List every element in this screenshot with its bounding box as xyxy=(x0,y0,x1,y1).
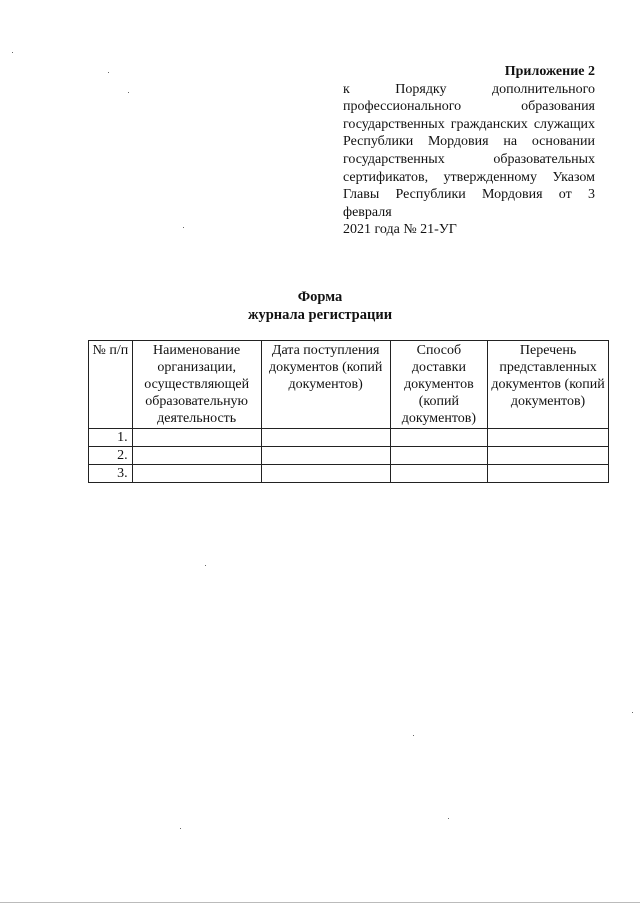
appendix-title: Приложение 2 xyxy=(504,64,595,79)
table-row xyxy=(89,465,609,483)
table-cell xyxy=(390,447,488,465)
table-cell xyxy=(488,429,609,447)
scan-speck xyxy=(12,52,13,53)
appendix-decree-line: 2021 года № 21-УГ xyxy=(343,222,457,238)
header-documents-list: Перечень представленных документов (копий документов) xyxy=(488,341,609,429)
header-organization: Наименование организации, осуществляющей образовательную деятельность xyxy=(132,341,261,429)
scan-speck xyxy=(180,828,181,829)
table-cell xyxy=(132,429,261,447)
table-cell xyxy=(390,429,488,447)
row-number: 3. xyxy=(89,465,133,483)
header-number: № п/п xyxy=(89,341,133,429)
scan-speck xyxy=(205,565,206,566)
table-cell xyxy=(132,465,261,483)
table-cell xyxy=(261,465,390,483)
row-number: 1. xyxy=(89,429,133,447)
table-row xyxy=(89,429,609,447)
table-cell xyxy=(488,447,609,465)
appendix-body: к Порядку дополнительного профессионального образования государственных гражданских служащих Республики Мордовия на основании государственных образовательных сертификатов, утвержденному Указом Главы Республики Мордовия от 3 февраля xyxy=(343,81,595,220)
scan-speck xyxy=(413,735,414,736)
appendix-text xyxy=(343,81,595,239)
form-title: Форма xyxy=(297,289,343,305)
form-subtitle: журнала регистрации xyxy=(247,307,393,323)
row-number: 2. xyxy=(89,447,133,465)
header-receipt-date: Дата поступления документов (копий документов) xyxy=(261,341,390,429)
header-delivery-method: Способ доставки документов (копий документов) xyxy=(390,341,488,429)
table-row xyxy=(89,447,609,465)
table-header-row xyxy=(89,341,609,429)
registration-journal-table xyxy=(88,340,609,483)
appendix-block xyxy=(343,63,595,239)
scan-speck xyxy=(128,92,129,93)
scan-bottom-edge xyxy=(0,902,640,903)
table-cell xyxy=(261,447,390,465)
scan-speck xyxy=(108,72,109,73)
table-cell xyxy=(261,429,390,447)
table-cell xyxy=(132,447,261,465)
scan-speck xyxy=(183,227,184,228)
scan-speck xyxy=(632,712,633,713)
table-cell xyxy=(390,465,488,483)
scan-speck xyxy=(448,818,449,819)
form-heading xyxy=(0,288,640,324)
table-cell xyxy=(488,465,609,483)
